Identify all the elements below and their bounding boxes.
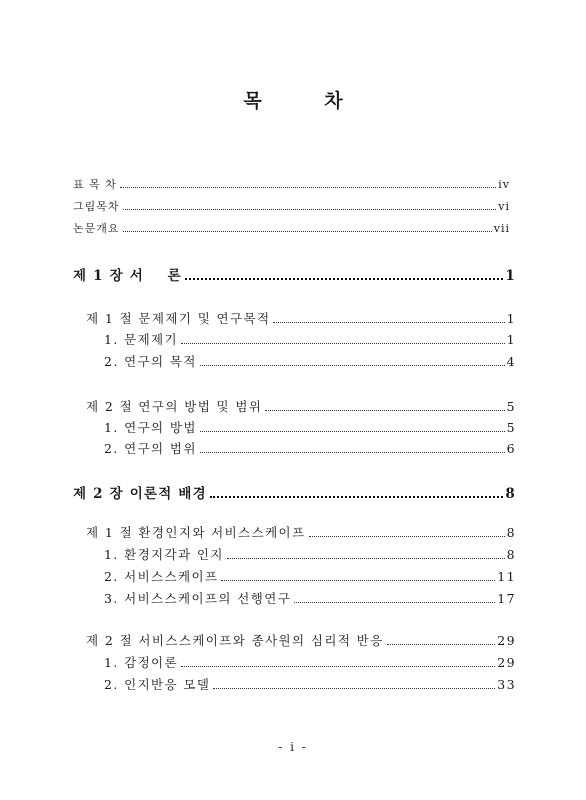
toc-page-number: vii <box>493 222 510 235</box>
toc-leader-dots <box>221 579 495 581</box>
toc-front-abstract[interactable] <box>73 220 510 236</box>
toc-leader-dots <box>227 557 505 559</box>
toc-page-number: 6 <box>506 441 516 456</box>
toc-leader-dots <box>265 409 504 411</box>
toc-leader-dots <box>181 342 505 344</box>
toc-leader-dots <box>213 687 495 689</box>
toc-leader-dots <box>200 364 505 366</box>
toc-item-2-1-3[interactable] <box>104 589 516 607</box>
toc-label: 2. 서비스스케이프 <box>104 569 219 584</box>
toc-page-number: 1 <box>506 311 516 326</box>
toc-label: 제 1 절 문제제기 및 연구목적 <box>86 311 271 326</box>
toc-page-number: 8 <box>506 525 516 540</box>
toc-label: 1. 문제제기 <box>104 332 178 347</box>
toc-front-list-of-tables[interactable] <box>73 176 510 192</box>
toc-label: 1. 환경지각과 인지 <box>104 547 224 562</box>
toc-item-1-1-1[interactable] <box>104 330 516 348</box>
toc-section-1-2[interactable] <box>86 397 516 415</box>
toc-label: 제 1 장 서 론 <box>73 268 182 284</box>
toc-page-number: 29 <box>497 655 516 670</box>
toc-leader-dots <box>309 535 505 537</box>
toc-page-number: 1 <box>505 268 516 284</box>
toc-label: 1. 연구의 방법 <box>104 420 197 435</box>
toc-label: 2. 연구의 목적 <box>104 354 197 369</box>
toc-page-number: 5 <box>506 399 516 414</box>
toc-item-2-1-1[interactable] <box>104 545 516 563</box>
toc-section-1-1[interactable] <box>86 309 516 327</box>
toc-label: 제 2 절 서비스스케이프와 종사원의 심리적 반응 <box>86 633 384 648</box>
toc-section-2-1[interactable] <box>86 523 516 541</box>
toc-page-number: 29 <box>497 633 516 648</box>
toc-item-1-1-2[interactable] <box>104 352 516 370</box>
toc-label: 제 2 절 연구의 방법 및 범위 <box>86 399 263 414</box>
toc-front-list-of-figures[interactable] <box>73 198 510 214</box>
toc-page-number: 8 <box>506 547 516 562</box>
toc-item-1-2-1[interactable] <box>104 418 516 436</box>
toc-item-2-2-2[interactable] <box>104 675 516 693</box>
toc-item-1-2-2[interactable] <box>104 439 516 457</box>
toc-leader-dots <box>210 495 504 498</box>
toc-label: 3. 서비스스케이프의 선행연구 <box>104 591 292 606</box>
toc-chapter-1[interactable] <box>73 264 516 284</box>
toc-leader-dots <box>185 277 504 280</box>
page-number-footer: - i - <box>278 740 308 754</box>
toc-label: 2. 연구의 범위 <box>104 441 197 456</box>
toc-leader-dots <box>123 208 497 210</box>
page-title: 목 차 <box>243 90 371 112</box>
toc-chapter-2[interactable] <box>73 482 516 502</box>
toc-label: 1. 감정이론 <box>104 655 178 670</box>
toc-leader-dots <box>200 451 505 453</box>
toc-page-number: 1 <box>506 332 516 347</box>
toc-leader-dots <box>273 321 504 323</box>
toc-page-number: 33 <box>497 677 516 692</box>
toc-leader-dots <box>120 186 496 188</box>
toc-leader-dots <box>387 643 496 645</box>
toc-label: 제 1 절 환경인지와 서비스스케이프 <box>86 525 306 540</box>
toc-page-number: 17 <box>497 591 516 606</box>
toc-item-2-1-2[interactable] <box>104 567 516 585</box>
toc-page-number: 8 <box>505 486 516 502</box>
toc-page-number: iv <box>498 178 510 191</box>
toc-leader-dots <box>294 601 495 603</box>
toc-page-number: vi <box>498 200 510 213</box>
toc-page-number: 11 <box>497 569 516 584</box>
toc-label: 그림목차 <box>73 200 120 213</box>
toc-label: 논문개요 <box>73 222 120 235</box>
toc-page-number: 5 <box>506 420 516 435</box>
toc-leader-dots <box>181 665 495 667</box>
toc-item-2-2-1[interactable] <box>104 653 516 671</box>
toc-leader-dots <box>200 430 505 432</box>
toc-leader-dots <box>123 230 492 232</box>
toc-label: 제 2 장 이론적 배경 <box>73 486 207 502</box>
toc-section-2-2[interactable] <box>86 631 516 649</box>
toc-page-number: 4 <box>506 354 516 369</box>
toc-label: 표 목 차 <box>73 178 117 191</box>
toc-label: 2. 인지반응 모델 <box>104 677 211 692</box>
